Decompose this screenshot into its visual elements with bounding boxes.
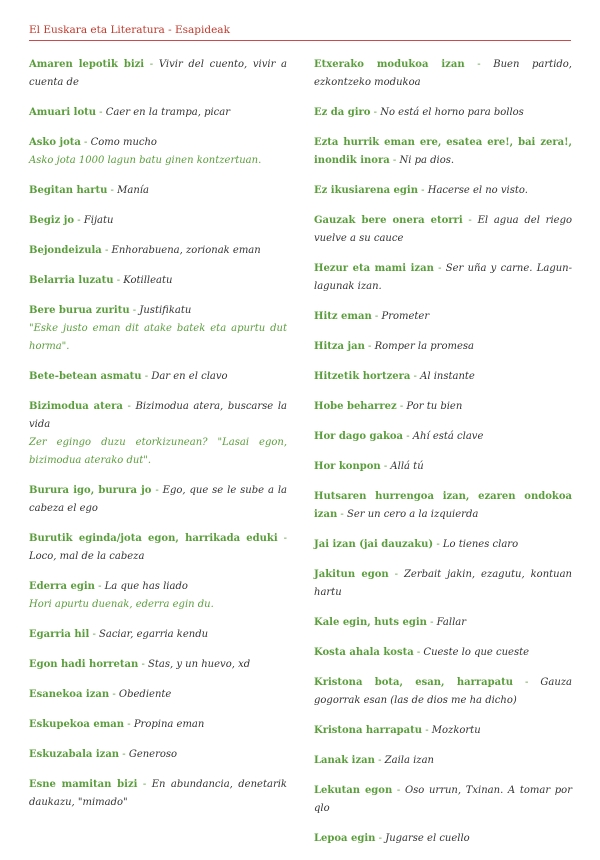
expression-term: Belarria luzatu <box>29 275 114 286</box>
separator: - <box>410 371 421 382</box>
expression-term: Etxerako modukoa izan <box>314 59 465 70</box>
expression-entry <box>314 398 572 416</box>
expression-entry <box>314 104 572 122</box>
expression-term: Hutsaren hurrengoa izan, ezaren ondokoa izan <box>314 491 572 520</box>
expression-definition: La que has liado <box>104 581 188 592</box>
expression-term: Egon hadi horretan <box>29 659 139 670</box>
expression-entry <box>314 458 572 476</box>
expression-entry <box>314 614 572 632</box>
separator: - <box>107 185 118 196</box>
expression-term: Hitza jan <box>314 341 365 352</box>
expression-definition: Enhorabuena, zorionak eman <box>111 245 261 256</box>
separator: - <box>129 305 140 316</box>
separator: - <box>426 617 437 628</box>
expression-term: Eskupekoa eman <box>29 719 125 730</box>
expression-entry <box>29 242 287 260</box>
expression-entry <box>314 752 572 770</box>
expression-term: Ez da giro <box>314 107 371 118</box>
expression-definition: Ni pa dios. <box>399 155 455 166</box>
separator: - <box>403 431 413 442</box>
separator: - <box>380 461 391 472</box>
separator: - <box>371 311 382 322</box>
expression-term: Begitan hartu <box>29 185 108 196</box>
expression-term: Hezur eta mami izan <box>314 263 434 274</box>
expression-entry <box>29 272 287 290</box>
separator: - <box>94 581 105 592</box>
expression-definition: Generoso <box>128 749 178 760</box>
separator: - <box>109 689 119 700</box>
separator: - <box>413 647 424 658</box>
expression-term: Begiz jo <box>29 215 75 226</box>
expression-definition: Justifikatu <box>139 305 192 316</box>
expression-entry <box>29 56 287 92</box>
expression-definition: Allá tú <box>390 461 424 472</box>
separator: - <box>375 833 386 844</box>
separator: - <box>433 539 443 550</box>
expression-definition: Como mucho <box>90 137 157 148</box>
expression-term: Hor dago gakoa <box>314 431 404 442</box>
separator: - <box>122 401 136 412</box>
expression-entry <box>314 536 572 554</box>
expression-definition: Obediente <box>118 689 172 700</box>
expression-entry <box>314 644 572 662</box>
expression-definition: Fallar <box>436 617 467 628</box>
expression-definition: Hacerse el no visto. <box>427 185 528 196</box>
expression-term: Hitz eman <box>314 311 372 322</box>
expression-definition: Buen partido, ezkontzeko modukoa <box>314 59 572 88</box>
expression-entry <box>29 302 287 356</box>
expression-entry <box>314 368 572 386</box>
separator: - <box>124 719 134 730</box>
expression-definition: Jugarse el cuello <box>385 833 470 844</box>
separator: - <box>80 137 91 148</box>
expression-term: Ezta hurrik eman ere, esatea ere!, bai zera!, inondik inora <box>314 137 572 166</box>
expression-definition: Dar en el clavo <box>151 371 228 382</box>
separator: - <box>422 725 432 736</box>
expression-entry <box>314 308 572 326</box>
expression-term: Hor konpon <box>314 461 381 472</box>
page-header: El Euskara eta Literatura - Esapideak <box>29 24 571 41</box>
separator: - <box>462 215 478 226</box>
expression-definition: Ser un cero a la izquierda <box>346 509 479 520</box>
expression-entry <box>29 686 287 704</box>
expression-entry <box>29 776 287 812</box>
separator: - <box>119 749 129 760</box>
expression-definition: Prometer <box>381 311 430 322</box>
expression-term: Esne mamitan bizi <box>29 779 138 790</box>
expression-term: Amaren lepotik bizi <box>29 59 145 70</box>
expression-definition: Ego, que se le sube a la cabeza el ego <box>29 485 287 514</box>
expression-entry <box>29 182 287 200</box>
expression-term: Ederra egin <box>29 581 95 592</box>
expression-entry <box>314 56 572 92</box>
expression-term: Hobe beharrez <box>314 401 397 412</box>
separator: - <box>512 677 541 688</box>
expression-term: Burutik eginda/jota egon, harrikada eduki <box>29 533 278 544</box>
expression-definition: Zerbait jakin, ezagutu, kontuan hartu <box>314 569 572 598</box>
expression-term: Bizimodua atera <box>29 401 123 412</box>
separator: - <box>277 533 287 544</box>
expression-entry <box>314 182 572 200</box>
expression-definition: Vivir del cuento, vivir a cuenta de <box>29 59 287 88</box>
separator: - <box>138 659 149 670</box>
expression-definition: Fijatu <box>83 215 114 226</box>
expression-entry <box>29 368 287 386</box>
separator: - <box>417 185 428 196</box>
expression-entry <box>29 398 287 470</box>
expression-definition: En abundancia, denetarik daukazu, "mimado" <box>29 779 287 808</box>
expression-definition: Saciar, egarria kendu <box>99 629 209 640</box>
separator: - <box>337 509 347 520</box>
expression-term: Bere burua zuritu <box>29 305 130 316</box>
expression-term: Eskuzabala izan <box>29 749 120 760</box>
expression-definition: Gauza gogorrak esan (las de dios me ha dicho) <box>314 677 572 706</box>
expression-term: Jai izan (jai dauzaku) <box>314 539 434 550</box>
separator: - <box>433 263 446 274</box>
separator: - <box>144 59 159 70</box>
separator: - <box>374 755 385 766</box>
expression-definition: Kotilleatu <box>123 275 173 286</box>
expression-example: Hori apurtu duenak, ederra egin du. <box>29 599 214 610</box>
expression-entry <box>29 530 287 566</box>
expression-term: Egarria hil <box>29 629 90 640</box>
expression-entry <box>29 578 287 614</box>
left-column <box>29 56 287 824</box>
expression-term: Bejondeizula <box>29 245 102 256</box>
expression-definition: Stas, y un huevo, xd <box>148 659 251 670</box>
separator: - <box>370 107 381 118</box>
expression-term: Burura igo, burura jo <box>29 485 152 496</box>
expression-definition: Manía <box>117 185 149 196</box>
separator: - <box>388 569 404 580</box>
expression-entry <box>29 656 287 674</box>
expression-entry <box>29 482 287 518</box>
expression-definition: Lo tienes claro <box>442 539 519 550</box>
expression-definition: Cueste lo que cueste <box>423 647 530 658</box>
expression-entry <box>314 674 572 710</box>
expression-definition: Loco, mal de la cabeza <box>29 551 145 562</box>
separator: - <box>389 155 400 166</box>
expression-definition: Por tu bien <box>406 401 463 412</box>
expression-entry <box>314 722 572 740</box>
expression-term: Lanak izan <box>314 755 375 766</box>
expression-definition: Caer en la trampa, picar <box>105 107 231 118</box>
expression-term: Kristona bota, esan, harrapatu <box>314 677 513 688</box>
expression-term: Lepoa egin <box>314 833 376 844</box>
right-column <box>314 56 572 860</box>
expression-term: Kristona harrapatu <box>314 725 423 736</box>
expression-term: Kosta ahala kosta <box>314 647 414 658</box>
expression-term: Asko jota <box>29 137 81 148</box>
expression-example: Zer egingo duzu etorkizunean? "Lasai egon, bizimodua aterako dut". <box>29 437 287 466</box>
expression-definition: Mozkortu <box>431 725 481 736</box>
separator: - <box>101 245 112 256</box>
expression-entry <box>314 830 572 848</box>
expression-entry <box>314 212 572 248</box>
expression-entry <box>29 746 287 764</box>
expression-entry <box>314 782 572 818</box>
expression-definition: Propina eman <box>133 719 205 730</box>
separator: - <box>113 275 124 286</box>
separator: - <box>364 341 375 352</box>
expression-entry <box>314 488 572 524</box>
expression-definition: Ser uña y carne. Lagun-lagunak izan. <box>314 263 572 292</box>
expression-term: Bete-betean asmatu <box>29 371 142 382</box>
expression-entry <box>29 716 287 734</box>
expression-definition: Oso urrun, Txinan. A tomar por qlo <box>314 785 572 814</box>
expression-example: Asko jota 1000 lagun batu ginen kontzertuan. <box>29 155 262 166</box>
separator: - <box>89 629 100 640</box>
separator: - <box>74 215 84 226</box>
separator: - <box>392 785 405 796</box>
expression-example: "Eske justo eman dit atake batek eta apurtu dut horma". <box>29 323 287 352</box>
expression-definition: Bizimodua atera, buscarse la vida <box>29 401 287 430</box>
expression-term: Gauzak bere onera etorri <box>314 215 463 226</box>
expression-definition: Zaila izan <box>384 755 434 766</box>
separator: - <box>96 107 106 118</box>
expression-term: Ez ikusiarena egin <box>314 185 418 196</box>
separator: - <box>151 485 163 496</box>
expression-entry <box>29 212 287 230</box>
expression-entry <box>314 260 572 296</box>
expression-entry <box>314 338 572 356</box>
expression-definition: El agua del riego vuelve a su cauce <box>314 215 572 244</box>
expression-term: Amuari lotu <box>29 107 96 118</box>
expression-definition: Romper la promesa <box>374 341 474 352</box>
expression-term: Jakitun egon <box>314 569 389 580</box>
expression-entry <box>314 134 572 170</box>
expression-entry <box>29 104 287 122</box>
expression-definition: No está el horno para bollos <box>380 107 524 118</box>
expression-term: Esanekoa izan <box>29 689 110 700</box>
separator: - <box>464 59 494 70</box>
expression-definition: Ahí está clave <box>412 431 484 442</box>
expression-entry <box>29 626 287 644</box>
expression-entry <box>29 134 287 170</box>
expression-entry <box>314 428 572 446</box>
expression-entry <box>314 566 572 602</box>
expression-term: Hitzetik hortzera <box>314 371 411 382</box>
expression-definition: Al instante <box>420 371 475 382</box>
expression-term: Lekutan egon <box>314 785 393 796</box>
separator: - <box>137 779 152 790</box>
separator: - <box>396 401 407 412</box>
separator: - <box>141 371 152 382</box>
expression-term: Kale egin, huts egin <box>314 617 427 628</box>
